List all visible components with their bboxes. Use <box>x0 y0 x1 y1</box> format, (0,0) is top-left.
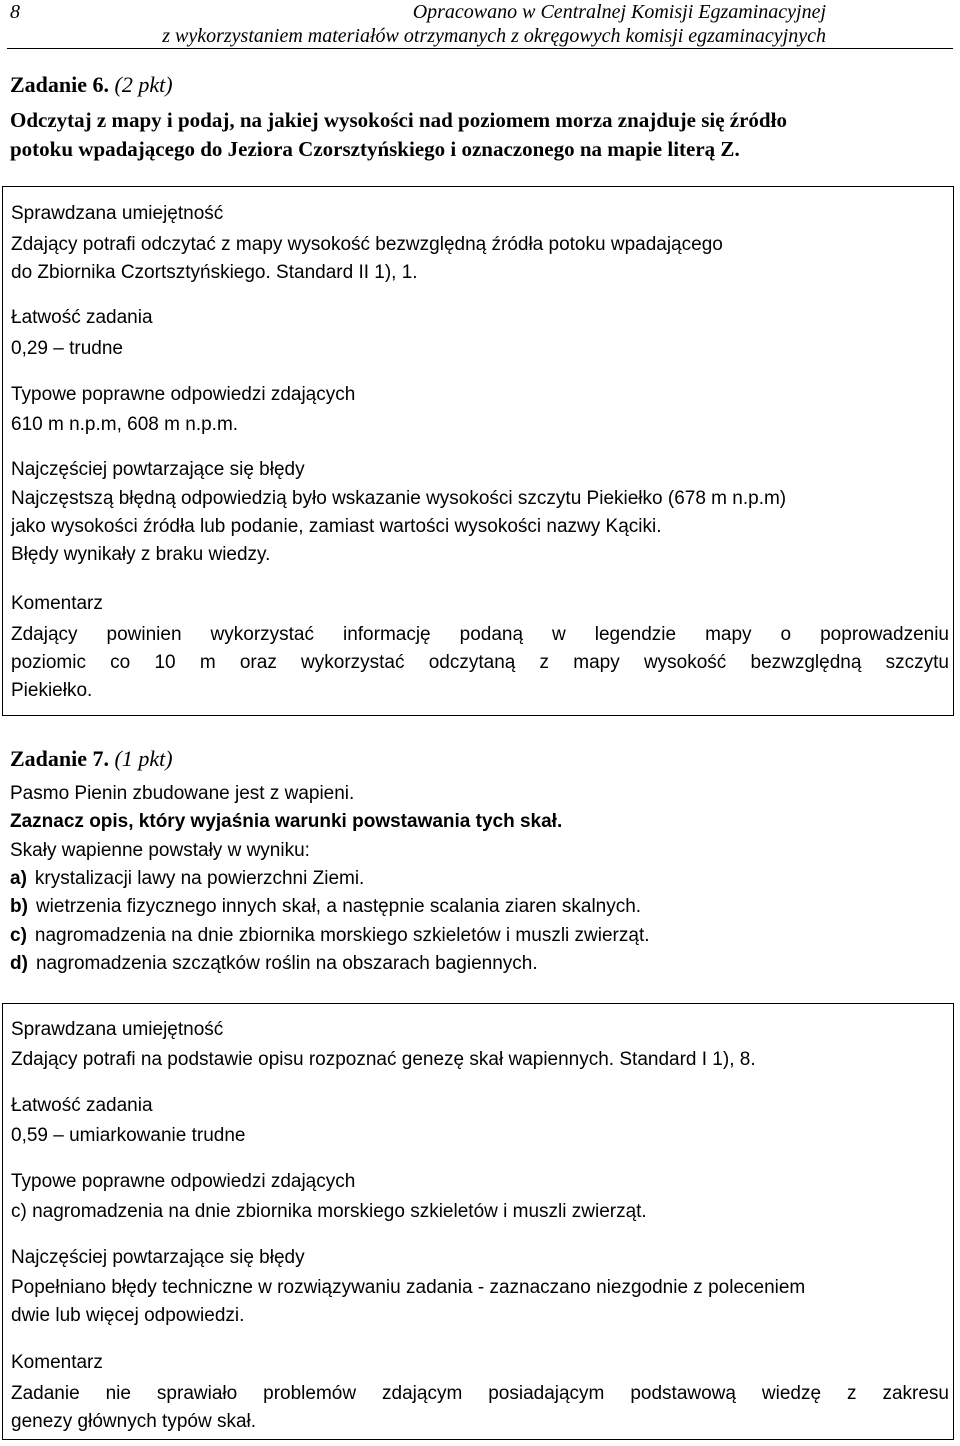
task-6-question-line-2: potoku wpadającego do Jeziora Czorsztyńskiego i oznaczonego na mapie literą Z. <box>10 137 740 161</box>
task-6-skill-text <box>11 231 949 287</box>
page-header <box>162 0 826 48</box>
task-6-title <box>10 72 173 98</box>
task-6-question <box>10 106 950 164</box>
task-6-errors-line-1: Najczęstszą błędną odpowiedzią było wskazanie wysokości szczytu Piekiełko (678 m n.p.m) <box>11 488 787 509</box>
task-6-comment-line-3: Piekiełko. <box>11 680 93 701</box>
task-7-errors-line-2: dwie lub więcej odpowiedzi. <box>11 1305 245 1326</box>
task-7-info-box <box>2 1003 954 1440</box>
page-number: 8 <box>10 1 20 23</box>
task-6-answers-value: 610 m n.p.m, 608 m n.p.m. <box>11 414 239 435</box>
task-7-comment-text <box>11 1380 949 1436</box>
task-6-skill-heading: Sprawdzana umiejętność <box>11 203 224 224</box>
task-7-errors-line-1: Popełniano błędy techniczne w rozwiązywaniu zadania - zaznaczano niezgodnie z poleceniem <box>11 1277 806 1298</box>
task-7-skill-heading: Sprawdzana umiejętność <box>11 1019 224 1040</box>
task-7-number: Zadanie 7. <box>10 746 110 771</box>
task-7-comment-heading: Komentarz <box>11 1352 103 1373</box>
task-7-difficulty-value: 0,59 – umiarkowanie trudne <box>11 1125 246 1146</box>
task-6-skill-line-2: do Zbiornika Czortsztyńskiego. Standard II 1), 1. <box>11 262 418 283</box>
option-letter: a) <box>10 868 27 889</box>
task-6-skill-line-1: Zdający potrafi odczytać z mapy wysokość bezwzględną źródła potoku wpadającego <box>11 234 723 255</box>
task-6-errors-line-2: jako wysokości źródła lub podanie, zamiast wartości wysokości nazwy Kąciki. <box>11 516 662 537</box>
option-text: wietrzenia fizycznego innych skał, a następnie scalania ziaren skalnych. <box>35 896 642 917</box>
option-letter: c) <box>10 925 27 946</box>
task-6-answers-heading: Typowe poprawne odpowiedzi zdających <box>11 384 356 405</box>
task-7-option-c <box>10 925 650 948</box>
task-6-comment-text <box>11 621 949 705</box>
task-6-question-line-1: Odczytaj z mapy i podaj, na jakiej wysokości nad poziomem morza znajduje się źródło <box>10 108 787 132</box>
task-7-errors-heading: Najczęściej powtarzające się błędy <box>11 1247 305 1268</box>
task-7-option-d <box>10 953 538 976</box>
task-6-errors-heading: Najczęściej powtarzające się błędy <box>11 459 305 480</box>
task-7-intro: Pasmo Pienin zbudowane jest z wapieni. <box>10 783 355 804</box>
option-text: nagromadzenia szczątków roślin na obszarach bagiennych. <box>35 953 538 974</box>
task-7-answers-heading: Typowe poprawne odpowiedzi zdających <box>11 1171 356 1192</box>
header-divider <box>7 48 953 49</box>
task-6-difficulty-heading: Łatwość zadania <box>11 307 153 328</box>
task-7-comment-line-2: genezy głównych typów skał. <box>11 1411 257 1432</box>
task-7-lead: Skały wapienne powstały w wyniku: <box>10 840 310 861</box>
option-text: krystalizacji lawy na powierzchni Ziemi. <box>34 868 365 889</box>
task-6-number: Zadanie 6. <box>10 72 110 97</box>
header-line-2: z wykorzystaniem materiałów otrzymanych z okręgowych komisji egzaminacyjnych <box>162 25 826 47</box>
task-7-option-b <box>10 896 641 919</box>
task-7-errors-text <box>11 1274 949 1330</box>
option-letter: d) <box>10 953 28 974</box>
header-line-1: Opracowano w Centralnej Komisji Egzaminacyjnej <box>412 1 826 23</box>
option-text: nagromadzenia na dnie zbiornika morskiego szkieletów i muszli zwierząt. <box>34 925 650 946</box>
task-6-comment-line-1: Zdający powinien wykorzystać informację podaną w legendzie mapy o poprowadzeniu <box>11 624 949 645</box>
task-6-difficulty-value: 0,29 – trudne <box>11 338 123 359</box>
task-6-errors-line-3: Błędy wynikały z braku wiedzy. <box>11 544 271 565</box>
task-7-comment-line-1: Zadanie nie sprawiało problemów zdającym posiadającym podstawową wiedzę z zakresu <box>11 1383 949 1404</box>
task-7-answers-value: c) nagromadzenia na dnie zbiornika morskiego szkieletów i muszli zwierząt. <box>11 1201 647 1222</box>
task-7-instruction: Zaznacz opis, który wyjaśnia warunki powstawania tych skał. <box>10 811 563 832</box>
option-letter: b) <box>10 896 28 917</box>
task-7-skill-text: Zdający potrafi na podstawie opisu rozpoznać genezę skał wapiennych. Standard I 1), 8. <box>11 1049 756 1070</box>
task-6-points: (2 pkt) <box>114 72 173 97</box>
task-7-title <box>10 746 173 772</box>
task-6-comment-line-2: poziomic co 10 m oraz wykorzystać odczytaną z mapy wysokość bezwzględną szczytu <box>11 652 949 673</box>
task-6-info-box <box>2 186 954 716</box>
task-7-option-a <box>10 868 364 891</box>
task-7-difficulty-heading: Łatwość zadania <box>11 1095 153 1116</box>
task-7-points: (1 pkt) <box>114 746 173 771</box>
task-6-errors-text <box>11 485 949 569</box>
task-6-comment-heading: Komentarz <box>11 593 103 614</box>
